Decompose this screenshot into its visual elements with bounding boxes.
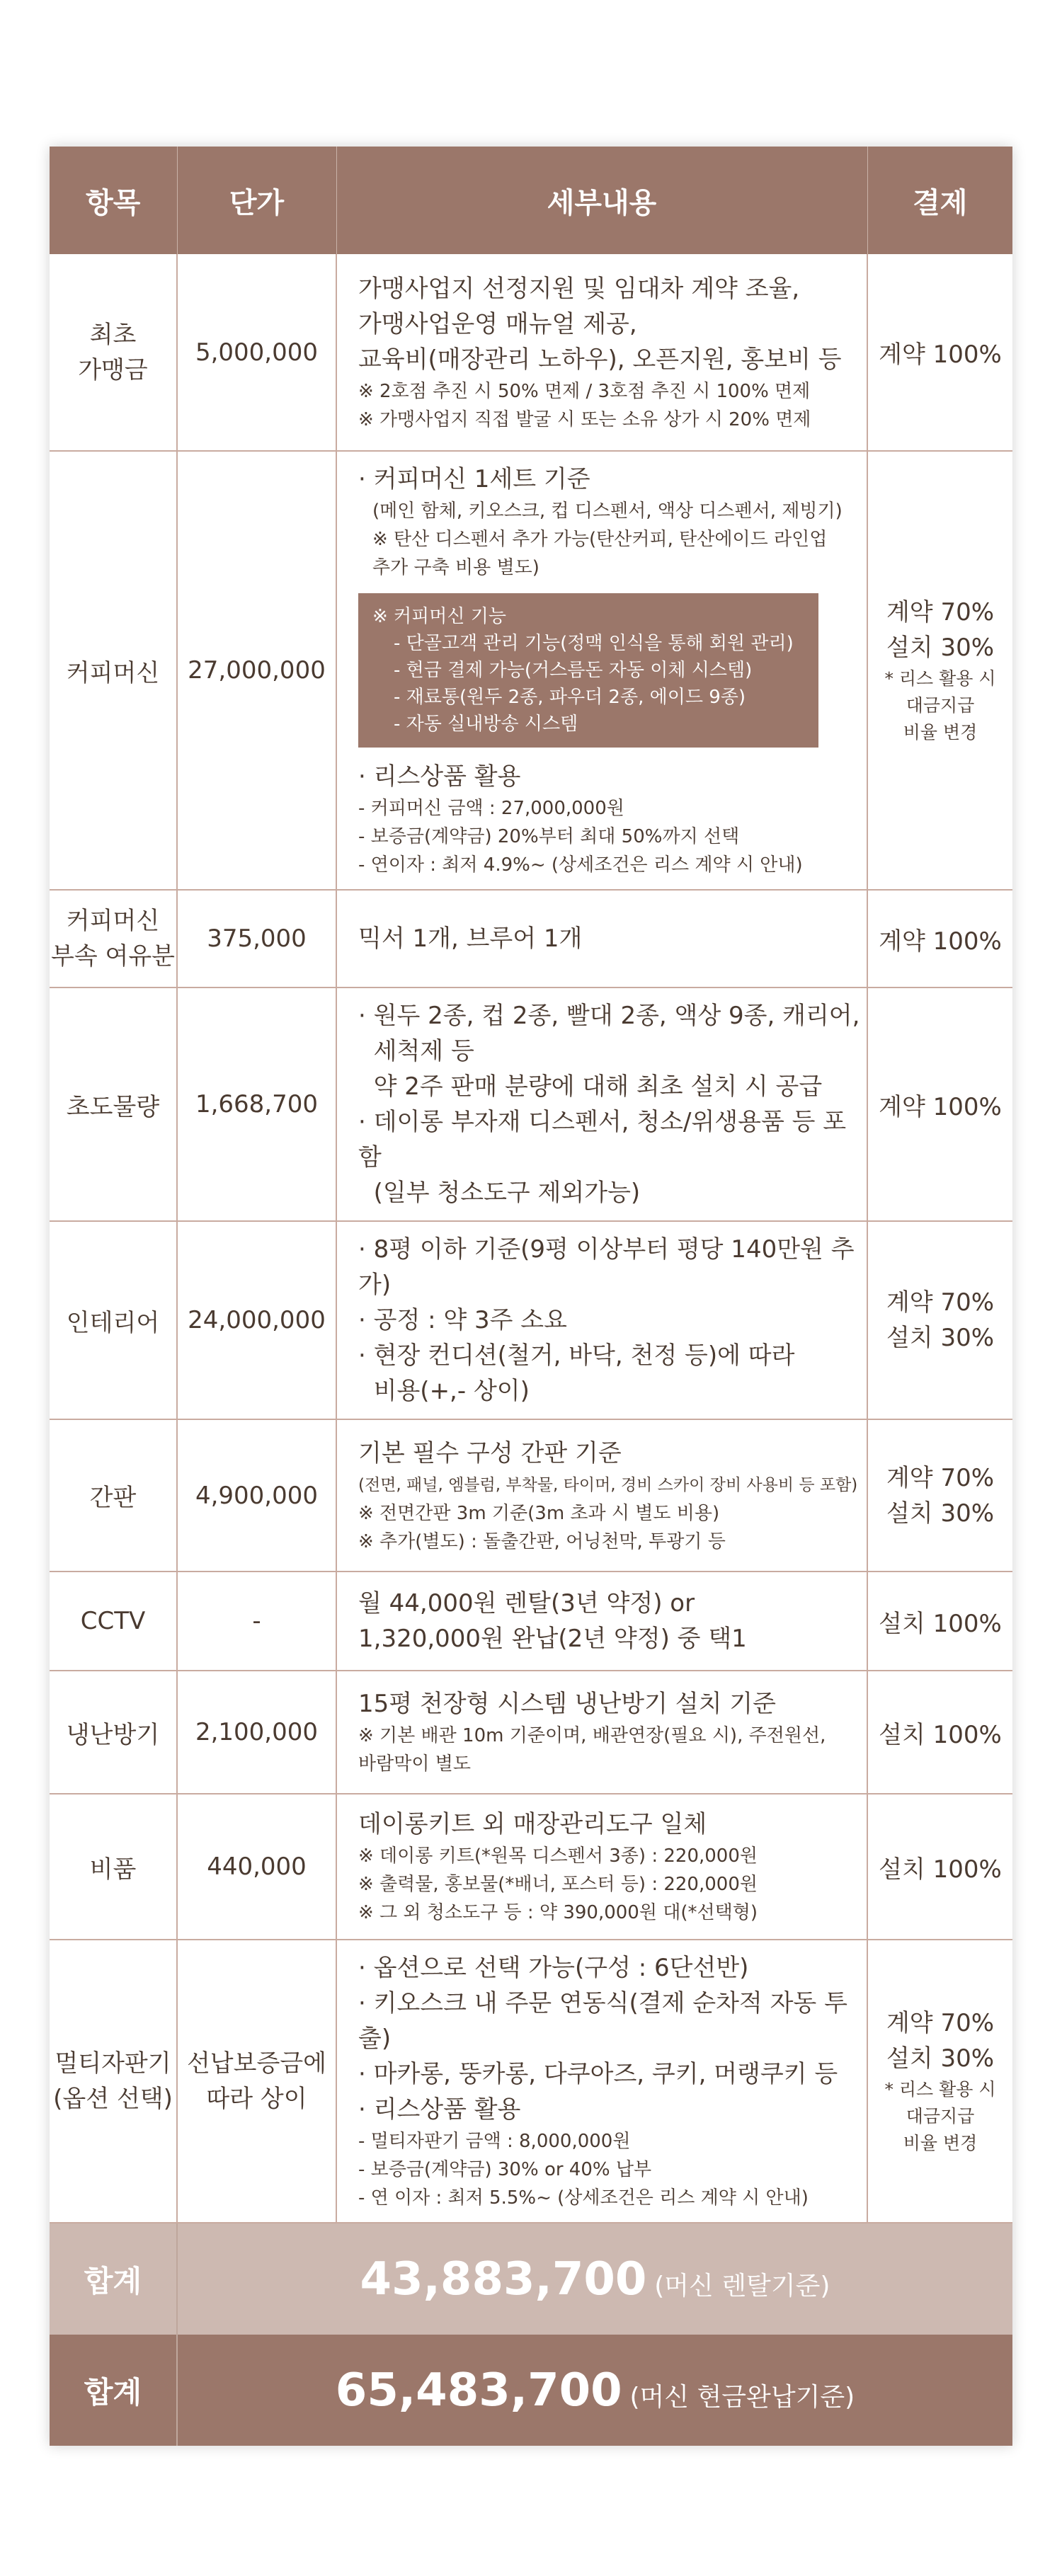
- row-price: 24,000,000: [177, 1221, 336, 1419]
- total-label: 합계: [50, 2335, 177, 2446]
- row-details: 가맹사업지 선정지원 및 임대차 계약 조율, 가맹사업운영 매뉴얼 제공, 교육비(매장관리 노하우), 오픈지원, 홍보비 등 ※ 2호점 추진 시 50% 면제 / 3호점 추진 시 100% 면제 ※ 가맹사업지 직접 발굴 시 또는 소유 상가 시 20% 면제: [336, 254, 867, 451]
- row-item: 간판: [50, 1419, 177, 1572]
- total-value: [177, 2223, 1012, 2335]
- table-row: [50, 1794, 1012, 1940]
- total-amount: 43,883,700: [360, 2252, 647, 2306]
- row-payment: 계약 100%: [867, 254, 1012, 451]
- row-payment: 설치 100%: [867, 1794, 1012, 1940]
- total-amount: 65,483,700: [335, 2364, 622, 2417]
- row-price: 1,668,700: [177, 988, 336, 1221]
- table-header: [50, 147, 1012, 254]
- row-payment: 계약 100%: [867, 988, 1012, 1221]
- row-item: 초도물량: [50, 988, 177, 1221]
- row-payment: 계약 70% 설치 30%: [867, 1221, 1012, 1419]
- table-row: [50, 1221, 1012, 1419]
- row-details: · 커피머신 1세트 기준 (메인 함체, 키오스크, 컵 디스펜서, 액상 디스펜서, 제빙기) ※ 탄산 디스펜서 추가 가능(탄산커피, 탄산에이드 라인업 추가 구축 비용 별도) ※ 커피머신 기능 - 단골고객 관리 기능(정맥 인식을 통해 회원 관리) - 현금 결제 가능(거스름돈 자동 이체 시스템) - 재료통(원두 2종, 파우더 2종, 에이드 9종) - 자동 실내방송 시스템 · 리스상품 활용 - 커피머신 금액 : 27,000,000원 - 보증금(계약금) 20%부터 최대 50%까지 선택 - 연이자 : 최저 4.9%~ (상세조건은 리스 계약 시 안내): [336, 451, 867, 890]
- table-row: [50, 1940, 1012, 2223]
- header-price: 단가: [177, 147, 336, 254]
- row-price: 440,000: [177, 1794, 336, 1940]
- table-row: [50, 1419, 1012, 1572]
- row-price: 5,000,000: [177, 254, 336, 451]
- row-item: 멀티자판기 (옵션 선택): [50, 1940, 177, 2223]
- row-payment: 설치 100%: [867, 1671, 1012, 1794]
- row-item: CCTV: [50, 1572, 177, 1671]
- row-price: 2,100,000: [177, 1671, 336, 1794]
- table-row: [50, 890, 1012, 988]
- table-row: [50, 988, 1012, 1221]
- row-details: · 8평 이하 기준(9평 이상부터 평당 140만원 추가) · 공정 : 약 3주 소요 · 현장 컨디션(철거, 바닥, 천정 등)에 따라 비용(+,- 상이): [336, 1221, 867, 1419]
- row-item: 커피머신 부속 여유분: [50, 890, 177, 988]
- row-item: 냉난방기: [50, 1671, 177, 1794]
- table-row: [50, 1671, 1012, 1794]
- row-details: 기본 필수 구성 간판 기준 (전면, 패널, 엠블럼, 부착물, 타이머, 경비 스카이 장비 사용비 등 포함) ※ 전면간판 3m 기준(3m 초과 시 별도 비용) ※ 추가(별도) : 돌출간판, 어닝천막, 투광기 등: [336, 1419, 867, 1572]
- header-details: 세부내용: [336, 147, 867, 254]
- row-item: 인테리어: [50, 1221, 177, 1419]
- total-row-cash: [50, 2335, 1012, 2446]
- row-price: -: [177, 1572, 336, 1671]
- total-label: 합계: [50, 2223, 177, 2335]
- row-price: 375,000: [177, 890, 336, 988]
- row-details: 데이롱키트 외 매장관리도구 일체 ※ 데이롱 키트(*원목 디스펜서 3종) : 220,000원 ※ 출력물, 홍보물(*배너, 포스터 등) : 220,000원 ※ 그 외 청소도구 등 : 약 390,000원 대(*선택형): [336, 1794, 867, 1940]
- row-payment: 계약 70% 설치 30% * 리스 활용 시 대금지급 비율 변경: [867, 1940, 1012, 2223]
- row-details: 월 44,000원 렌탈(3년 약정) or 1,320,000원 완납(2년 약정) 중 택1: [336, 1572, 867, 1671]
- row-details: 믹서 1개, 브루어 1개: [336, 890, 867, 988]
- row-details: 15평 천장형 시스템 냉난방기 설치 기준 ※ 기본 배관 10m 기준이며, 배관연장(필요 시), 주전원선, 바람막이 별도: [336, 1671, 867, 1794]
- cost-table: [50, 147, 1012, 2446]
- row-price: 4,900,000: [177, 1419, 336, 1572]
- total-note: (머신 렌탈기준): [654, 2271, 830, 2301]
- row-payment: 설치 100%: [867, 1572, 1012, 1671]
- row-item: 커피머신: [50, 451, 177, 890]
- header-payment: 결제: [867, 147, 1012, 254]
- row-payment: 계약 100%: [867, 890, 1012, 988]
- total-row-rental: [50, 2223, 1012, 2335]
- row-details: · 원두 2종, 컵 2종, 빨대 2종, 액상 9종, 캐리어, 세척제 등 약 2주 판매 분량에 대해 최초 설치 시 공급 · 데이롱 부자재 디스펜서, 청소/위생용품 등 포함 (일부 청소도구 제외가능): [336, 988, 867, 1221]
- table-row: [50, 451, 1012, 890]
- header-item: 항목: [50, 147, 177, 254]
- row-details: · 옵션으로 선택 가능(구성 : 6단선반) · 키오스크 내 주문 연동식(결제 순차적 자동 투출) · 마카롱, 뚱카롱, 다쿠아즈, 쿠키, 머랭쿠키 등 · 리스상품 활용 - 멀티자판기 금액 : 8,000,000원 - 보증금(계약금) 30% or 40% 납부 - 연 이자 : 최저 5.5%~ (상세조건은 리스 계약 시 안내): [336, 1940, 867, 2223]
- row-payment: 계약 70% 설치 30%: [867, 1419, 1012, 1572]
- franchise-cost-table-panel: [50, 147, 1012, 2446]
- table-row: [50, 1572, 1012, 1671]
- row-payment: 계약 70% 설치 30% * 리스 활용 시 대금지급 비율 변경: [867, 451, 1012, 890]
- total-value: [177, 2335, 1012, 2446]
- total-note: (머신 현금완납기준): [629, 2382, 855, 2412]
- table-row: [50, 254, 1012, 451]
- row-price: 선납보증금에 따라 상이: [177, 1940, 336, 2223]
- row-price: 27,000,000: [177, 451, 336, 890]
- machine-features-box: ※ 커피머신 기능 - 단골고객 관리 기능(정맥 인식을 통해 회원 관리) - 현금 결제 가능(거스름돈 자동 이체 시스템) - 재료통(원두 2종, 파우더 2종, 에이드 9종) - 자동 실내방송 시스템: [358, 593, 818, 748]
- row-item: 최초 가맹금: [50, 254, 177, 451]
- row-item: 비품: [50, 1794, 177, 1940]
